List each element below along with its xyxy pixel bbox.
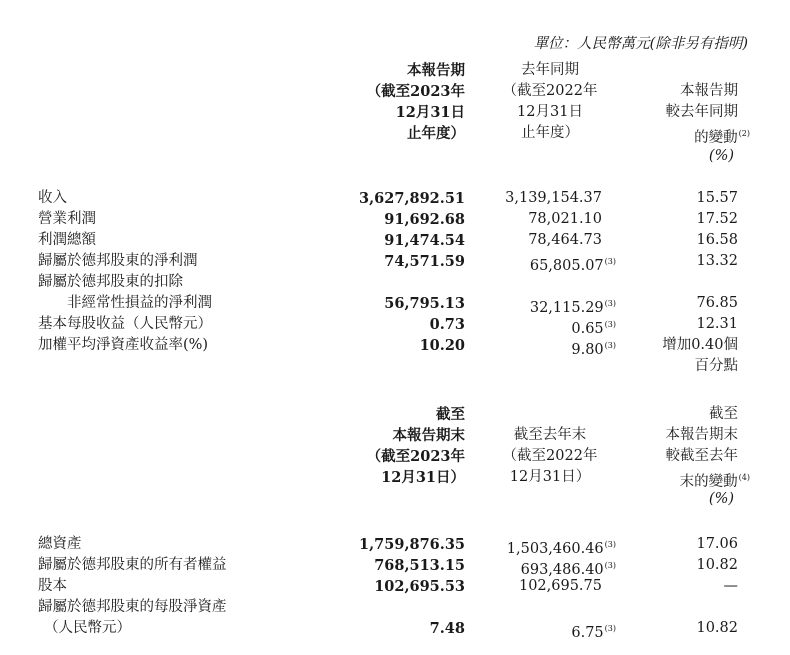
row-change-total-profit: 16.58 [696, 232, 738, 248]
footnote-marker: (3) [604, 624, 616, 633]
row-change-net-profit-excl: 76.85 [696, 295, 738, 311]
header-current-line-4: 止年度） [407, 125, 465, 142]
footnote-marker: (3) [604, 257, 616, 266]
row-current-roe: 10.20 [419, 337, 465, 354]
row-current-net-profit: 74,571.59 [384, 253, 465, 270]
row-change-revenue: 15.57 [696, 190, 738, 206]
row-label-eps: 基本每股收益（人民幣元） [38, 316, 212, 332]
row-prior-equity: 693,486.40$^{(3)}$ [520, 561, 616, 578]
row-change-roe: 增加0.40個 [662, 337, 738, 353]
row-current-total-assets: 1,759,876.35 [359, 536, 465, 553]
header-prior-line-3: 12月31日 [517, 104, 583, 120]
s2-header-change-line-1: 截至 [709, 406, 738, 422]
row-change-share-capital: — [723, 578, 738, 594]
header-prior-line-4: 止年度） [521, 125, 579, 141]
footnote-marker: (3) [604, 561, 616, 570]
row-prior-roe: 9.80$^{(3)}$ [571, 341, 616, 358]
row-current-operating-profit: 91,692.68 [384, 211, 465, 228]
footnote-marker: (3) [604, 299, 616, 308]
footnote-marker: (3) [604, 341, 616, 350]
row-prior-net-profit-excl: 32,115.29$^{(3)}$ [529, 299, 616, 316]
header-current-line-1: 本報告期 [407, 62, 465, 79]
s2-header-current-line-4: 12月31日） [381, 469, 465, 486]
header-change-line-3: 的變動$^{(2)}$ [694, 129, 750, 146]
row-change-roe-line-2: 百分點 [694, 358, 738, 374]
s2-header-prior-line-1: 截至去年末 [513, 427, 587, 443]
header-change-line-2: 較去年同期 [665, 104, 738, 120]
row-prior-share-capital: 102,695.75 [518, 578, 602, 594]
s2-header-change-line-4: 末的變動$^{(4)}$ [679, 473, 750, 490]
s2-header-prior-line-2: （截至2022年 [502, 448, 598, 464]
s2-header-current-line-2: 本報告期末 [392, 427, 465, 444]
row-label-revenue: 收入 [38, 190, 67, 206]
header-current-line-2: （截至2023年 [366, 83, 465, 100]
row-current-eps: 0.73 [429, 316, 465, 333]
header-change-line-1: 本報告期 [680, 83, 738, 99]
row-current-share-capital: 102,695.53 [374, 578, 465, 595]
s2-header-change-line-2: 本報告期末 [665, 427, 738, 443]
row-label-total-assets: 總資產 [38, 536, 82, 552]
row-label-operating-profit: 營業利潤 [38, 211, 96, 227]
footnote-marker: (3) [604, 540, 616, 549]
s2-header-change-line-5: (%) [708, 491, 734, 507]
row-prior-eps: 0.65$^{(3)}$ [571, 320, 616, 337]
row-prior-total-assets: 1,503,460.46$^{(3)}$ [506, 540, 616, 557]
s2-header-current-line-3: （截至2023年 [366, 448, 465, 465]
row-prior-nav-per-share: 6.75$^{(3)}$ [571, 624, 616, 641]
row-current-nav-per-share: 7.48 [429, 620, 465, 637]
row-change-nav-per-share: 10.82 [696, 620, 738, 636]
change-footnote-marker: (4) [738, 473, 750, 482]
row-prior-total-profit: 78,464.73 [528, 232, 602, 248]
row-prior-operating-profit: 78,021.10 [528, 211, 602, 227]
row-label-equity: 歸屬於德邦股東的所有者權益 [38, 557, 227, 573]
s2-header-change-line-3: 較截至去年 [665, 448, 738, 464]
header-current-line-3: 12月31日 [395, 104, 465, 121]
row-label-net-profit-excl: 歸屬於德邦股東的扣除 [38, 274, 183, 290]
row-label-nav-per-share: 歸屬於德邦股東的每股淨資產 [38, 599, 227, 615]
row-current-total-profit: 91,474.54 [384, 232, 465, 249]
row-current-net-profit-excl: 56,795.13 [384, 295, 465, 312]
row-label-total-profit: 利潤總額 [38, 232, 96, 248]
s2-header-current-line-1: 截至 [436, 406, 465, 423]
row-change-operating-profit: 17.52 [696, 211, 738, 227]
header-change-line-4: (%) [708, 148, 734, 164]
row-change-total-assets: 17.06 [696, 536, 738, 552]
change-footnote-marker: (2) [738, 129, 750, 138]
row-label-share-capital: 股本 [38, 578, 67, 594]
row-change-eps: 12.31 [696, 316, 738, 332]
row-prior-revenue: 3,139,154.37 [505, 190, 602, 206]
header-prior-line-2: （截至2022年 [502, 83, 598, 99]
row-label-net-profit-excl-line-2: 非經常性損益的淨利潤 [67, 295, 212, 311]
unit-note: 單位：人民幣萬元(除非另有指明) [533, 36, 748, 52]
footnote-marker: (3) [604, 320, 616, 329]
row-current-equity: 768,513.15 [374, 557, 465, 574]
row-change-net-profit: 13.32 [696, 253, 738, 269]
row-prior-net-profit: 65,805.07$^{(3)}$ [529, 257, 616, 274]
row-label-net-profit: 歸屬於德邦股東的淨利潤 [38, 253, 198, 269]
s2-header-prior-line-3: 12月31日） [509, 469, 591, 485]
row-current-revenue: 3,627,892.51 [359, 190, 465, 207]
header-prior-line-1: 去年同期 [521, 62, 579, 78]
row-label-roe: 加權平均淨資產收益率(%) [38, 337, 209, 353]
row-change-equity: 10.82 [696, 557, 738, 573]
row-label-nav-per-share-line-2: （人民幣元） [44, 620, 131, 636]
